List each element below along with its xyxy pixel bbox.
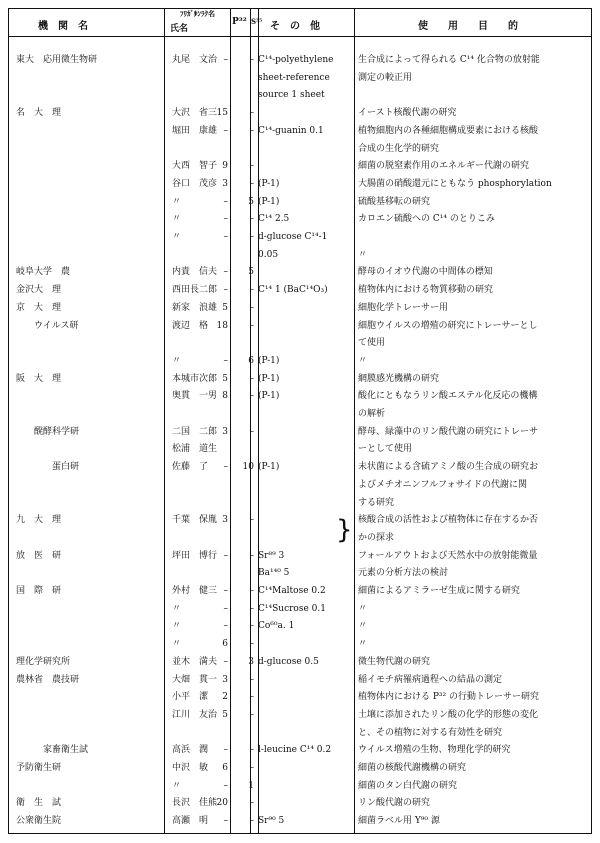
institution-cell: 九 大 理 xyxy=(16,515,62,526)
p32-cell: 2 xyxy=(222,692,228,703)
p32-cell: 5 xyxy=(222,709,228,720)
s35-cell: – xyxy=(249,178,254,189)
purpose-cell: 細菌によるアミラーゼ生成に関する研究 xyxy=(358,586,520,596)
institution-cell: 蛋白研 xyxy=(16,462,80,473)
name-cell: 佐藤 了 xyxy=(172,462,209,473)
name-cell: 高浜 潤 xyxy=(172,745,209,756)
other-cell: (P-1) xyxy=(258,391,280,402)
purpose-cell: 酵母のイオウ代謝の中間体の標知 xyxy=(358,267,493,278)
purpose-cell: 酸化にともなうリン酸エステル化反応の機構 xyxy=(358,391,538,402)
header-p32: P³² xyxy=(232,17,247,27)
p32-cell: 3 xyxy=(222,515,228,526)
name-cell: 長沢 佳熊 xyxy=(172,798,218,809)
s35-cell: – xyxy=(249,550,254,561)
s35-cell: – xyxy=(249,55,254,65)
name-cell: 奥貫 一男 xyxy=(172,391,218,402)
header-other: そ の 他 xyxy=(270,21,320,32)
header-person-name: 氏名 xyxy=(170,24,189,34)
name-cell: 〃 xyxy=(172,214,182,225)
p32-cell: 5 xyxy=(222,302,228,313)
s35-cell: – xyxy=(249,426,254,437)
header-s35: S³⁵ xyxy=(251,17,263,26)
brace-bracket: } xyxy=(336,515,353,545)
other-cell: C¹⁴ 1 (BaC¹⁴O₃) xyxy=(258,285,328,296)
s35-cell: – xyxy=(249,391,254,402)
other-cell: Ba¹⁴⁰ 5 xyxy=(258,568,290,579)
s35-cell: – xyxy=(249,232,254,242)
name-cell: 堀田 康雄 xyxy=(172,125,218,136)
col-divider-institution xyxy=(164,8,165,833)
name-cell: 外村 健三 xyxy=(172,586,218,596)
name-cell: 小平 潔 xyxy=(172,692,209,703)
p32-cell: 15 xyxy=(216,108,228,119)
purpose-cell: する研究 xyxy=(358,497,395,508)
institution-cell: 国 際 研 xyxy=(16,586,62,596)
name-cell: 渡辺 格 xyxy=(172,320,209,331)
p32-cell: 3 xyxy=(222,178,228,189)
s35-cell: – xyxy=(249,745,254,756)
purpose-cell: 土壌に添加されたリン酸の化学的形態の変化 xyxy=(358,709,539,720)
institution-cell: 理化学研究所 xyxy=(16,656,71,667)
other-cell: (P-1) xyxy=(258,196,280,207)
p32-cell: – xyxy=(223,621,228,632)
name-cell: 〃 xyxy=(172,639,182,650)
p32-cell: – xyxy=(223,285,228,296)
p32-cell: – xyxy=(223,603,228,614)
purpose-cell: リン酸代謝の研究 xyxy=(358,798,431,809)
s35-cell: 10 xyxy=(242,462,254,473)
s35-cell: – xyxy=(249,798,254,809)
name-cell: 谷口 茂彦 xyxy=(172,178,218,189)
s35-cell: – xyxy=(249,373,254,384)
other-cell: (P-1) xyxy=(258,355,280,366)
s35-cell: – xyxy=(249,763,254,773)
name-cell: 〃 xyxy=(172,603,182,614)
name-cell: 大西 智子 xyxy=(172,161,218,172)
purpose-cell: 硫酸基移転の研究 xyxy=(358,196,431,207)
purpose-cell: 植物細胞内の各種細胞構成要素における核酸 xyxy=(358,125,539,136)
other-cell: (P-1) xyxy=(258,462,280,473)
institution-cell: 家畜衛生試 xyxy=(16,745,89,756)
col-divider-other xyxy=(354,8,355,833)
institution-cell: 東大 応用微生物研 xyxy=(16,55,98,65)
s35-cell: – xyxy=(249,302,254,313)
name-cell: 〃 xyxy=(172,355,182,366)
other-cell: Sr⁹⁰ 5 xyxy=(258,816,285,827)
purpose-cell: 細菌の脱窒素作用のエネルギー代謝の研究 xyxy=(358,161,530,172)
purpose-cell: 稲イモチ病罹病過程への結晶の測定 xyxy=(358,674,503,685)
other-cell: C¹⁴Sucrose 0.1 xyxy=(258,603,326,614)
purpose-cell: 未状菌による含硫アミノ酸の生合成の研究お xyxy=(358,462,539,473)
purpose-cell: 元素の分析方法の検討 xyxy=(358,568,449,579)
purpose-cell: 合成の生化学的研究 xyxy=(358,143,440,154)
other-cell: source 1 sheet xyxy=(258,90,325,101)
s35-cell: – xyxy=(249,515,254,526)
s35-cell: – xyxy=(249,320,254,331)
p32-cell: – xyxy=(223,462,228,473)
name-cell: 本城市次郎 xyxy=(172,373,218,384)
p32-cell: – xyxy=(223,550,228,561)
p32-cell: 3 xyxy=(222,426,228,437)
p32-cell: 6 xyxy=(222,763,228,773)
institution-cell: 京 大 理 xyxy=(16,302,62,313)
purpose-cell: 植物体内における P³² の行動トレーサー研究 xyxy=(358,692,539,703)
s35-cell: – xyxy=(249,285,254,296)
other-cell: d-glucose C¹⁴-1 xyxy=(258,232,328,242)
header-purpose: 使 用 目 的 xyxy=(418,21,518,32)
p32-cell: – xyxy=(223,355,228,366)
name-cell: 〃 xyxy=(172,232,182,242)
name-cell: 大沢 省三 xyxy=(172,108,218,119)
name-cell: 新家 浪雄 xyxy=(172,302,218,313)
purpose-cell: 〃 xyxy=(358,621,368,632)
name-cell: 千葉 保胤 xyxy=(172,515,218,526)
institution-cell: 衛 生 試 xyxy=(16,798,62,809)
p32-cell: 8 xyxy=(222,391,228,402)
p32-cell: 6 xyxy=(222,639,228,650)
other-cell: C¹⁴-polyethylene xyxy=(258,55,334,65)
name-cell: 〃 xyxy=(172,780,182,791)
p32-cell: – xyxy=(223,214,228,225)
other-cell: C¹⁴-guanin 0.1 xyxy=(258,125,324,136)
purpose-cell: 網膜感光機構の研究 xyxy=(358,373,440,384)
purpose-cell: 〃 xyxy=(358,603,368,614)
s35-cell: – xyxy=(249,816,254,827)
purpose-cell: 生合成によって得られる C¹⁴ 化合物の放射能 xyxy=(358,55,540,65)
name-cell: 〃 xyxy=(172,621,182,632)
name-cell: 高瀬 明 xyxy=(172,816,209,827)
other-cell: sheet-reference xyxy=(258,72,330,83)
other-cell: 0.05 xyxy=(258,249,279,260)
other-cell: C¹⁴ 2.5 xyxy=(258,214,290,225)
s35-cell: – xyxy=(249,125,254,136)
p32-cell: – xyxy=(223,586,228,596)
s35-cell: 3 xyxy=(248,656,254,667)
p32-cell: – xyxy=(223,232,228,242)
institution-cell: 名 大 理 xyxy=(16,108,62,119)
p32-cell: – xyxy=(223,656,228,667)
purpose-cell: ウイルス増殖の生物、物理化学的研究 xyxy=(358,745,511,756)
institution-cell: 予防衛生研 xyxy=(16,763,62,773)
purpose-cell: フォールアウトおよび天然水中の放射能微量 xyxy=(358,550,538,561)
s35-cell: 1 xyxy=(248,780,254,791)
s35-cell: – xyxy=(249,161,254,172)
other-cell: C¹⁴Maltose 0.2 xyxy=(258,586,326,596)
p32-cell: 5 xyxy=(222,373,228,384)
name-cell: 坪田 博行 xyxy=(172,550,218,561)
other-cell: (P-1) xyxy=(258,373,280,384)
purpose-cell: と、その植物に対する有効性を研究 xyxy=(358,727,503,738)
p32-cell: – xyxy=(223,196,228,207)
other-cell: (P-1) xyxy=(258,178,280,189)
name-cell: 並木 満夫 xyxy=(172,656,218,667)
s35-cell: – xyxy=(249,108,254,119)
s35-cell: 5 xyxy=(248,196,254,207)
p32-cell: – xyxy=(223,125,228,136)
name-cell: 〃 xyxy=(172,196,182,207)
purpose-cell: よびメチオニンフルフォサイドの代謝に関 xyxy=(358,479,528,490)
name-cell: 松浦 道生 xyxy=(172,444,218,455)
purpose-cell: 植物体内における物質移動の研究 xyxy=(358,285,494,296)
header-person-reading: ﾌﾘｶﾞﾅ xyxy=(180,9,198,18)
purpose-cell: イースト核酸代謝の研究 xyxy=(358,108,457,119)
purpose-cell: 測定の較正用 xyxy=(358,72,413,83)
table-sheet xyxy=(8,8,592,834)
other-cell: l-leucine C¹⁴ 0.2 xyxy=(258,745,332,756)
purpose-cell: 核酸合成の活性および植物体に存在するか否 xyxy=(358,515,539,526)
purpose-cell: 細菌ラベル用 Y⁹⁰ 源 xyxy=(358,816,440,827)
p32-cell: 20 xyxy=(216,798,228,809)
name-cell: 内貴 信夫 xyxy=(172,267,218,278)
institution-cell: 農林省 農技研 xyxy=(16,674,80,685)
name-cell: 丸尾 文治 xyxy=(172,55,218,65)
institution-cell: 岐阜大学 農 xyxy=(16,267,71,278)
s35-cell: – xyxy=(249,586,254,596)
p32-cell: 18 xyxy=(216,320,228,331)
purpose-cell: の解析 xyxy=(358,409,386,419)
institution-cell: 醗酵科学研 xyxy=(16,426,80,437)
name-cell: 中沢 敏 xyxy=(172,763,209,773)
institution-cell: 阪 大 理 xyxy=(16,373,62,384)
name-cell: 江川 友治 xyxy=(172,709,218,720)
s35-cell: – xyxy=(249,639,254,650)
p32-cell: 9 xyxy=(222,161,228,172)
institution-cell: 公衆衛生院 xyxy=(16,816,62,827)
p32-cell: – xyxy=(223,267,228,278)
institution-cell: 放 医 研 xyxy=(16,550,62,561)
p32-cell: 3 xyxy=(222,674,228,685)
name-cell: 西田長二郎 xyxy=(172,285,218,296)
p32-cell: – xyxy=(223,816,228,827)
purpose-cell: 酵母、緑藻中のリン酸代謝の研究にトレーサ xyxy=(358,426,539,437)
s35-cell: – xyxy=(249,674,254,685)
s35-cell: – xyxy=(249,214,254,225)
purpose-cell: 〃 xyxy=(358,355,368,366)
s35-cell: – xyxy=(249,692,254,703)
s35-cell: – xyxy=(249,709,254,720)
name-cell: 二国 二郎 xyxy=(172,426,218,437)
purpose-cell: て使用 xyxy=(358,338,386,349)
p32-cell: – xyxy=(223,780,228,791)
purpose-cell: カロエン硫酸への C¹⁴ のとりこみ xyxy=(358,214,495,225)
institution-cell: 金沢大 理 xyxy=(16,285,62,296)
institution-cell: ウイルス研 xyxy=(16,320,79,331)
purpose-cell: 〃 xyxy=(358,249,368,260)
purpose-cell: 大腸菌の硝酸還元にともなう phosphorylation xyxy=(358,178,552,189)
name-cell: 大畑 貫一 xyxy=(172,674,218,685)
header-institution: 機 関 名 xyxy=(38,21,88,32)
other-cell: Sr⁸⁹ 3 xyxy=(258,550,285,561)
purpose-cell: 細胞化学トレーサー用 xyxy=(358,302,449,313)
s35-cell: – xyxy=(249,621,254,632)
header-person-contact: ﾚﾝﾗｸ名 xyxy=(194,9,215,18)
purpose-cell: 細菌のタン白代謝の研究 xyxy=(358,780,458,791)
other-cell: d-glucose 0.5 xyxy=(258,656,319,667)
other-cell: Co⁶⁰a. 1 xyxy=(258,621,295,632)
s35-cell: 5 xyxy=(248,267,254,278)
purpose-cell: 微生物代謝の研究 xyxy=(358,656,431,667)
p32-cell: – xyxy=(223,55,228,65)
s35-cell: 6 xyxy=(248,355,254,366)
header-divider xyxy=(8,36,592,37)
purpose-cell: ーとして使用 xyxy=(358,444,413,455)
p32-cell: – xyxy=(223,745,228,756)
purpose-cell: 細胞ウイルスの増殖の研究にトレーサーとし xyxy=(358,320,538,331)
purpose-cell: かの探求 xyxy=(358,532,395,543)
purpose-cell: 〃 xyxy=(358,639,368,650)
s35-cell: – xyxy=(249,603,254,614)
purpose-cell: 細菌の核酸代謝機構の研究 xyxy=(358,763,467,773)
